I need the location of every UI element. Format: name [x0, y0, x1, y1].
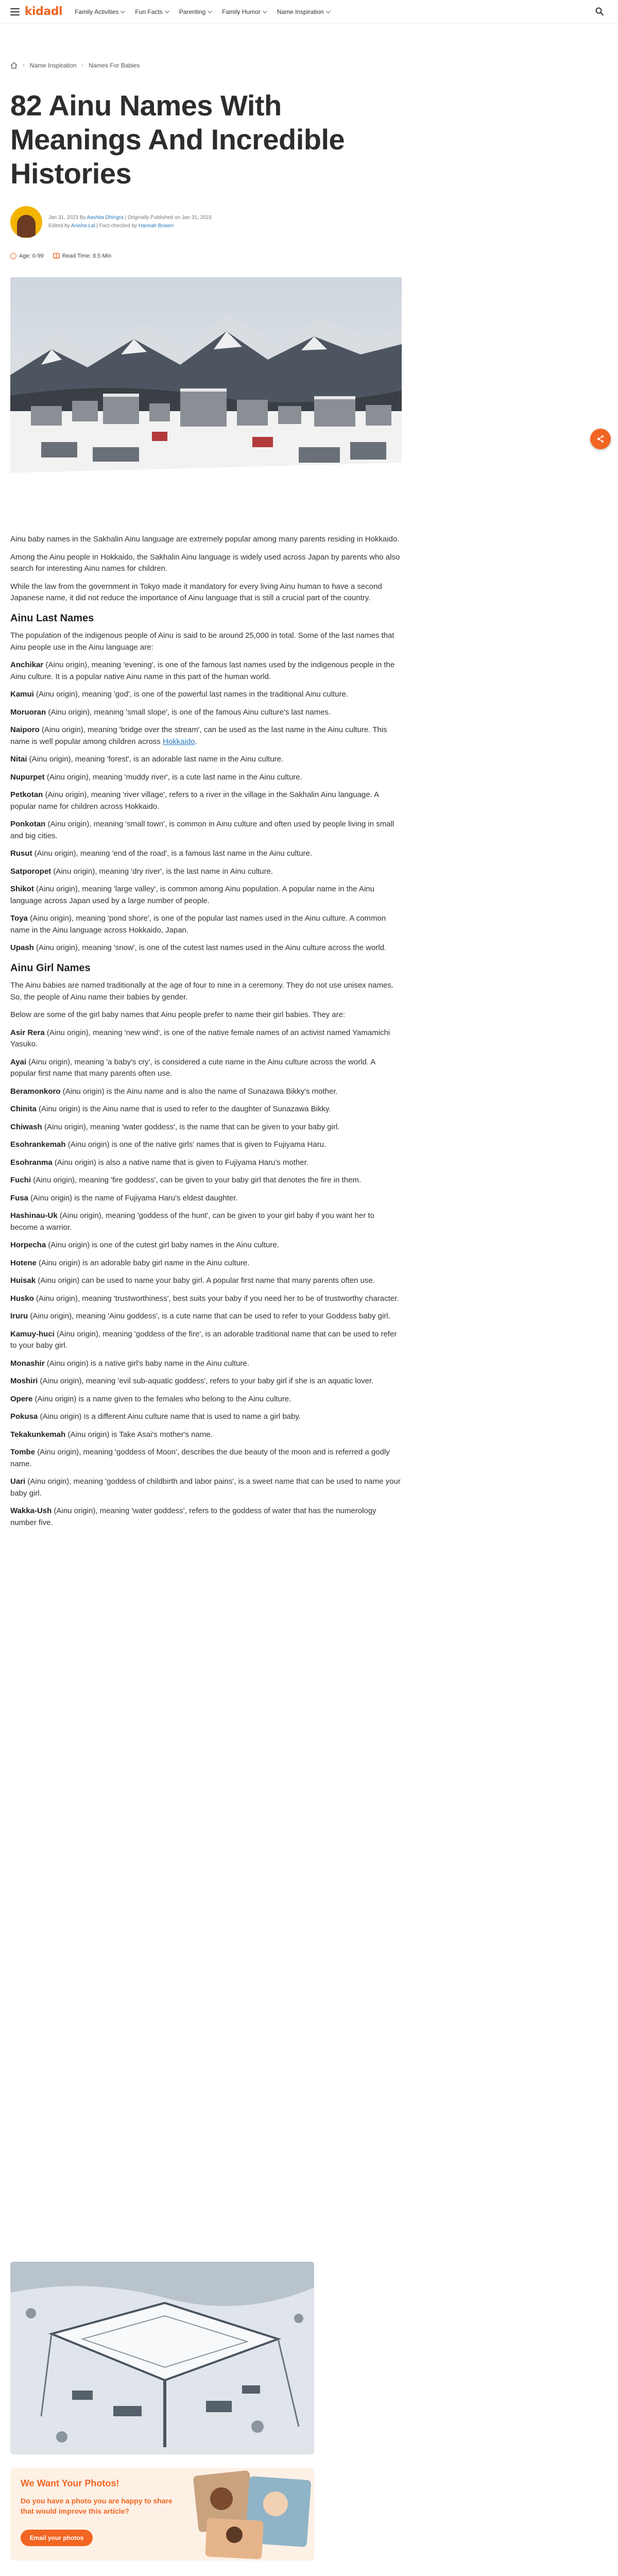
hero-image [10, 277, 402, 499]
name-desc: (Ainu origin) is also a native name that is given to Fujiyama Haru's mother. [52, 1158, 308, 1167]
name-desc: (Ainu origin), meaning 'evening', is one of the famous last names used by the indigenous people in the Ainu culture. It is a popular native Ainu name in this part of the human world. [10, 660, 395, 681]
name-desc: (Ainu origin), meaning 'small slope', is one of the famous Ainu culture's last names. [46, 707, 331, 717]
name-term: Monashir [10, 1359, 45, 1368]
name-entry [10, 1411, 402, 1423]
name-term: Ayai [10, 1057, 27, 1066]
nav-fun-facts[interactable] [135, 8, 167, 15]
name-entry [10, 884, 402, 907]
intro-paragraph: While the law from the government in Tokyo made it mandatory for every living Ainu human to have a second Japanese name, it did not reduce the importance of Ainu language that is still a crucial part of the country. [10, 582, 382, 602]
name-term: Fusa [10, 1193, 29, 1202]
breadcrumb [10, 62, 140, 69]
name-term: Horpecha [10, 1241, 46, 1249]
intro-paragraph: Among the Ainu people in Hokkaido, the Sakhalin Ainu language is widely used across Japan by parents who also search for interesting Ainu names for children. [10, 552, 400, 573]
name-entry [10, 1122, 402, 1133]
name-desc: (Ainu origin) is one of the cutest girl baby names in the Ainu culture. [46, 1241, 279, 1249]
age-badge [10, 253, 44, 259]
kidadl-logo[interactable] [25, 5, 62, 18]
name-desc: (Ainu origin), meaning 'water goddess', refers to the goddess of water that has the numerology number five. [10, 1506, 376, 1527]
name-entry [10, 866, 402, 878]
chevron-down-icon [121, 9, 125, 13]
nav-family-activities[interactable] [75, 8, 124, 15]
name-desc: (Ainu origin) is a native girl's baby name in the Ainu culture. [44, 1359, 249, 1368]
name-term: Moshiri [10, 1377, 38, 1385]
breadcrumb-separator: › [23, 62, 25, 69]
name-term: Esohranma [10, 1158, 53, 1167]
name-entry [10, 1293, 402, 1305]
name-entry [10, 819, 402, 842]
photo-submission-card [10, 2468, 314, 2561]
article-meta [48, 214, 212, 230]
name-desc: (Ainu origin) is Take Asai's mother's name. [65, 1430, 213, 1439]
name-term: Tekakunkemah [10, 1430, 66, 1439]
name-desc: (Ainu origin), meaning 'muddy river', is a cute last name in the Ainu culture. [44, 772, 302, 782]
section-intro: The Ainu babies are named traditionally at the age of four to nine in a ceremony. They do not use unisex names. So, the people of Ainu name their babies by gender. [10, 981, 394, 1002]
meta-edited-by: Edited by [48, 223, 71, 229]
name-entry [10, 1086, 402, 1098]
name-term: Kamuy-huci [10, 1329, 55, 1338]
name-term: Fuchi [10, 1176, 31, 1184]
name-entry [10, 1429, 402, 1441]
name-term: Iruru [10, 1312, 28, 1320]
name-desc: (Ainu origin) is one of the native girls' names that is given to Fujiyama Haru. [65, 1140, 327, 1149]
name-term: Kamui [10, 690, 34, 699]
name-term: Upash [10, 943, 34, 952]
author-link[interactable]: Aashita Dhingra [87, 215, 124, 221]
name-term: Rusut [10, 849, 32, 858]
name-entry [10, 1275, 402, 1287]
name-term: Uari [10, 1477, 26, 1486]
book-icon [53, 252, 60, 259]
name-term: Toya [10, 914, 28, 923]
menu-icon[interactable] [10, 8, 20, 15]
name-entry [10, 1505, 402, 1529]
name-entry [10, 1258, 402, 1269]
name-entry [10, 1240, 402, 1251]
name-entry [10, 1394, 402, 1405]
chevron-down-icon [326, 9, 330, 13]
name-term: Pokusa [10, 1412, 38, 1421]
aerial-snow-image [10, 2262, 314, 2454]
name-desc: (Ainu origin), meaning 'dry river', is the last name in Ainu culture. [51, 867, 273, 876]
name-entry [10, 1311, 402, 1323]
name-term: Naiporo [10, 725, 40, 734]
name-desc: (Ainu origin), meaning 'goddess of the hunt', can be given to your girl baby if you want her to become a warrior. [10, 1211, 374, 1232]
breadcrumb-separator: › [81, 62, 84, 69]
name-entry [10, 1476, 402, 1499]
name-desc: (Ainu origin), meaning 'large valley', is common among Ainu population. A popular name in the Ainu language across Japan used by a large number of people. [10, 885, 374, 905]
name-term: Hotene [10, 1258, 37, 1267]
name-desc: (Ainu origin), meaning 'snow', is one of the cutest last names used in the Ainu culture across the world. [33, 943, 387, 952]
name-desc: (Ainu origin) is the Ainu name and is also the name of Sunazawa Bikky's mother. [60, 1087, 338, 1096]
breadcrumb-names-for-babies[interactable]: Names For Babies [89, 62, 140, 69]
name-term: Nupurpet [10, 772, 45, 782]
name-entry [10, 1447, 402, 1470]
meta-date: Jan 31, 2023 By [48, 215, 87, 221]
intro-paragraph: Ainu baby names in the Sakhalin Ainu language are extremely popular among many parents residing in Hokkaido. [10, 535, 400, 544]
home-icon[interactable] [10, 62, 18, 69]
read-time-badge [53, 252, 111, 259]
name-entry [10, 1104, 402, 1115]
photo-card-title: We Want Your Photos! [21, 2478, 119, 2488]
name-entry [10, 772, 402, 784]
name-desc: (Ainu origin), meaning 'goddess of the fire', is an adorable traditional name that can be used to refer to your baby girl. [10, 1329, 397, 1350]
read-time-label: Read Time: 8.5 Min [62, 252, 112, 259]
name-term: Tombe [10, 1448, 36, 1456]
name-desc: (Ainu origin) is the Ainu name that is used to refer to the daughter of Sunazawa Bikky. [36, 1105, 331, 1113]
nav-label: Family Activities [75, 8, 119, 15]
chevron-down-icon [208, 9, 212, 13]
name-entry [10, 942, 402, 954]
name-desc: (Ainu origin), meaning 'forest', is an adorable last name in the Ainu culture. [27, 755, 284, 764]
name-entry [10, 1329, 402, 1352]
family-photos-collage [185, 2468, 314, 2561]
section-heading-last-names: Ainu Last Names [10, 612, 94, 624]
name-desc: (Ainu origin) is an adorable baby girl name in the Ainu culture. [36, 1258, 250, 1267]
name-term: Shikot [10, 885, 34, 893]
editor-link[interactable]: Anisha Lal [71, 223, 95, 229]
name-entry [10, 1376, 402, 1387]
nav-label: Family Humor [222, 8, 261, 15]
age-icon [10, 253, 16, 259]
name-desc: (Ainu origin), meaning 'pond shore', is one of the popular last names used in the Ainu culture. A common name in the Ainu language across Hokkaido, Japan. [10, 914, 386, 935]
nav-label: Parenting [179, 8, 206, 15]
page-title: 82 Ainu Names With Meanings And Incredible Histories [10, 89, 345, 190]
name-term: Asir Rera [10, 1028, 45, 1037]
article-body [10, 534, 402, 1535]
name-desc: (Ainu origin) is the name of Fujiyama Haru's eldest daughter. [28, 1193, 238, 1202]
name-term: Petkotan [10, 790, 43, 799]
section-heading-girl-names: Ainu Girl Names [10, 962, 91, 974]
name-entry [10, 659, 402, 683]
name-desc: (Ainu origin), meaning 'trustworthiness', best suits your baby if you need her to be of trustworthy character. [33, 1294, 399, 1303]
name-desc: (Ainu origin), meaning 'small town', is common in Ainu culture and often used by people living in small and big cities. [10, 820, 394, 840]
name-term: Chinita [10, 1105, 37, 1113]
email-photos-button[interactable]: Email your photos [21, 2530, 93, 2546]
main-nav [75, 8, 329, 15]
name-desc: (Ainu origin), meaning 'evil sub-aquatic goddess', refers to your baby girl if she is an aquatic lover. [38, 1377, 374, 1385]
author-block [10, 206, 212, 238]
name-entry [10, 848, 402, 860]
name-entry [10, 724, 402, 748]
logo-text: kidadl [25, 5, 63, 18]
hokkaido-link[interactable]: Hokkaido [162, 737, 195, 746]
name-entry [10, 1027, 402, 1050]
name-desc: (Ainu origin) is a name given to the females who belong to the Ainu culture. [32, 1394, 291, 1403]
name-term: Satporopet [10, 867, 52, 876]
nav-label: Name Inspiration [277, 8, 324, 15]
name-entry [10, 1358, 402, 1370]
name-entry [10, 1139, 402, 1151]
name-entry [10, 1210, 402, 1233]
chevron-down-icon [263, 9, 267, 13]
name-term: Esohrankemah [10, 1140, 66, 1149]
age-label: Age: 0-99 [19, 252, 44, 259]
breadcrumb-name-inspiration[interactable]: Name Inspiration [29, 62, 77, 69]
nav-family-humor[interactable] [222, 8, 266, 15]
name-desc: (Ainu origin), meaning 'water goddess', is the name that can be given to your baby girl. [42, 1122, 340, 1131]
meta-fact-checked: | Fact-checked by [95, 223, 139, 229]
share-icon [596, 434, 605, 444]
name-desc-end: . [195, 737, 197, 746]
name-entry [10, 1057, 402, 1080]
name-term: Moruoran [10, 707, 46, 717]
name-desc: (Ainu origin), meaning 'bridge over the stream', can be used as the last name in the Ainu culture. This name is well popular among children across [10, 725, 387, 746]
name-desc: (Ainu origin), meaning 'goddess of Moon', describes the due beauty of the moon and is referred a godly name. [10, 1448, 390, 1468]
name-desc: (Ainu origin) is a different Ainu culture name that is used to name a girl baby. [38, 1412, 301, 1421]
nav-name-inspiration[interactable] [277, 8, 329, 15]
share-button[interactable] [590, 429, 611, 449]
name-term: Husko [10, 1294, 34, 1303]
name-entry [10, 789, 402, 812]
name-entry [10, 754, 402, 766]
photo-card-text: Do you have a photo you are happy to share that would improve this article? [21, 2497, 173, 2515]
name-term: Nitai [10, 755, 27, 764]
search-icon[interactable] [595, 7, 604, 15]
name-term: Wakka-Ush [10, 1506, 52, 1515]
name-entry [10, 1157, 402, 1169]
name-entry [10, 913, 402, 936]
name-term: Opere [10, 1394, 33, 1403]
chevron-down-icon [165, 9, 169, 13]
name-entry [10, 707, 402, 719]
author-avatar[interactable] [10, 206, 42, 238]
nav-label: Fun Facts [135, 8, 163, 15]
fact-checker-link[interactable]: Hannah Bowen [138, 223, 174, 229]
meta-published: | Originally Published on Jan 31, 2023 [123, 215, 212, 221]
name-desc: (Ainu origin), meaning 'goddess of childbirth and labor pains', is a sweet name that can be used to name your baby girl. [10, 1477, 401, 1498]
name-entry [10, 1193, 402, 1205]
name-desc: (Ainu origin) can be used to name your baby girl. A popular first name that many parents often use. [36, 1276, 375, 1285]
section-intro: The population of the indigenous people of Ainu is said to be around 25,000 in total. Some of the last names that Ainu people use in the Ainu language are: [10, 631, 394, 652]
name-entry [10, 1175, 402, 1187]
name-desc: (Ainu origin), meaning 'fire goddess', can be given to your baby girl that denotes the fire in them. [31, 1176, 362, 1184]
name-desc: (Ainu origin), meaning 'end of the road', is a famous last name in the Ainu culture. [32, 849, 313, 858]
nav-parenting[interactable] [179, 8, 211, 15]
name-desc: (Ainu origin), meaning 'new wind', is one of the native female names of an activist named Yamamichi Yasuko. [10, 1028, 390, 1048]
name-desc: (Ainu origin), meaning 'god', is one of the powerful last names in the traditional Ainu culture. [33, 690, 349, 699]
name-desc: (Ainu origin), meaning 'river village', refers to a river in the village in the Sakhalin Ainu language. A popular name for children across Hokkaido. [10, 790, 379, 811]
name-term: Huisak [10, 1276, 36, 1285]
name-desc: (Ainu origin), meaning 'a baby's cry', is considered a cute name in the Ainu culture across the world. A popular first name that many parents often use. [10, 1057, 375, 1078]
name-term: Chiwash [10, 1122, 42, 1131]
article-badges [10, 252, 111, 259]
name-term: Anchikar [10, 660, 44, 669]
top-navbar [0, 0, 618, 24]
name-term: Hashinau-Uk [10, 1211, 58, 1220]
name-term: Beramonkoro [10, 1087, 61, 1096]
name-desc: (Ainu origin), meaning 'Ainu goddess', is a cute name that can be used to refer to your Goddess baby girl. [28, 1312, 390, 1320]
name-entry [10, 689, 402, 701]
name-term: Ponkotan [10, 820, 46, 828]
section-intro: Below are some of the girl baby names that Ainu people prefer to name their girl babies. They are: [10, 1010, 346, 1019]
article-body-continued [10, 2571, 402, 2576]
